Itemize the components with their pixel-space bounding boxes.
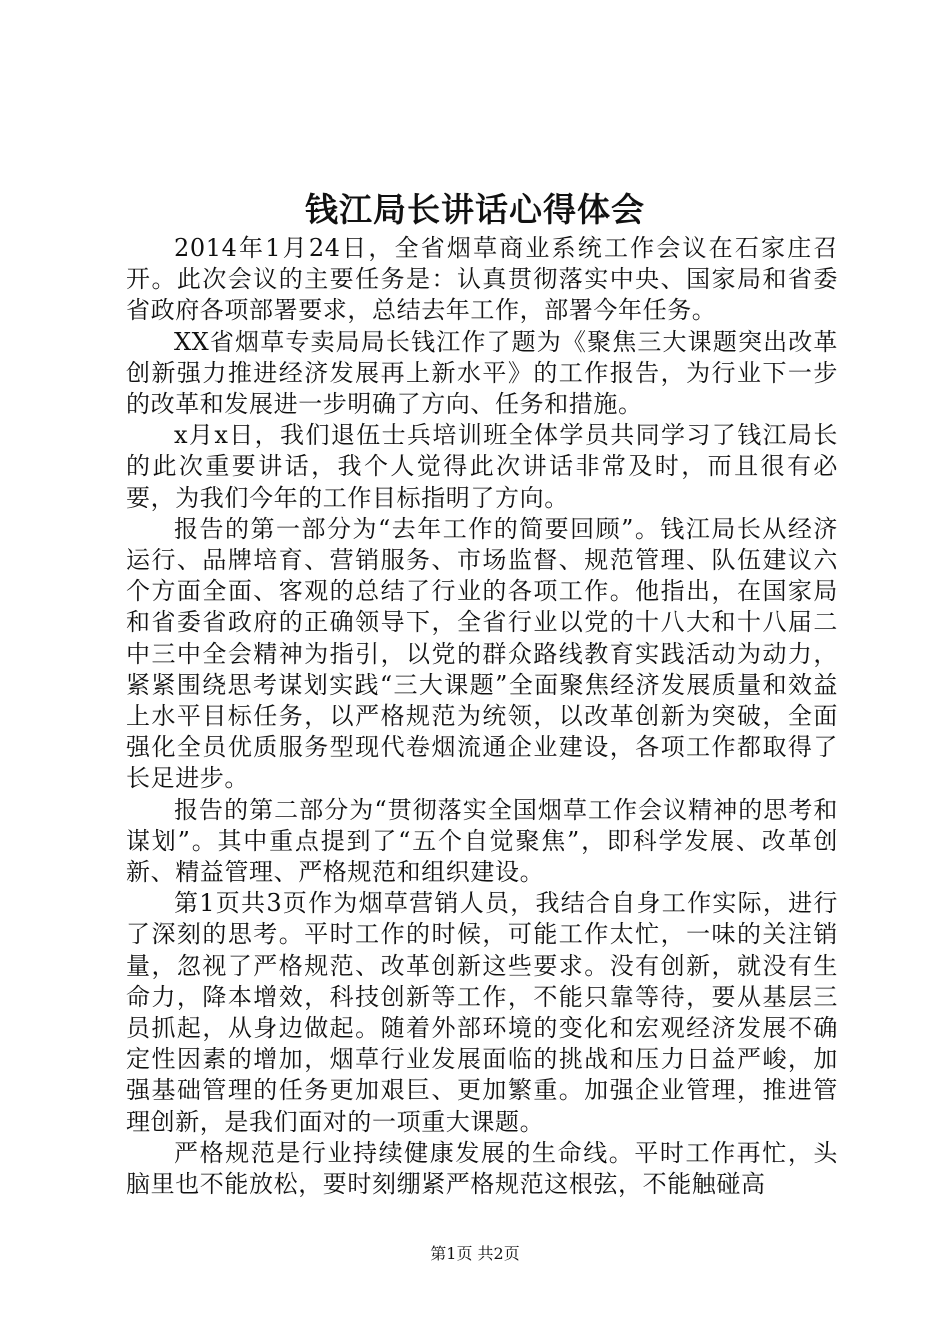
paragraph-reflection: 第1页共3页作为烟草营销人员，我结合自身工作实际，进行了深刻的思考。平时工作的时候，可能工作太忙，一味的关注销量，忽视了严格规范、改革创新这些要求。没有创新，就没有生命力，降本增效，科技创新等工作，不能只靠等待，要从基层三员抓起，从身边做起。随着外部环境的变化和宏观经济发展不确定性因素的增加，烟草行业发展面临的挑战和压力日益严峻，加强基础管理的任务更加艰巨、更加繁重。加强企业管理，推进管理创新，是我们面对的一项重大课题。: [126, 889, 838, 1136]
paragraph-report-title: XX省烟草专卖局局长钱江作了题为《聚焦三大课题突出改革创新强力推进经济发展再上新水平》的工作报告，为行业下一步的改革和发展进一步明确了方向、任务和措施。: [126, 327, 838, 419]
paragraph-part-one: 报告的第一部分为“去年工作的简要回顾”。钱江局长从经济运行、品牌培育、营销服务、市场监督、规范管理、队伍建议六个方面全面、客观的总结了行业的各项工作。他指出，在国家局和省委省政府的正确领导下，全省行业以党的十八大和十八届二中三中全会精神为指引，以党的群众路线教育实践活动为动力，紧紧围绕思考谋划实践“三大课题”全面聚焦经济发展质量和效益上水平目标任务，以严格规范为统领，以改革创新为突破，全面强化全员优质服务型现代卷烟流通企业建设，各项工作都取得了长足进步。: [126, 514, 838, 793]
document-body: [126, 233, 838, 1200]
paragraph-meeting-intro: 2014年1月24日，全省烟草商业系统工作会议在石家庄召开。此次会议的主要任务是：认真贯彻落实中央、国家局和省委省政府各项部署要求，总结去年工作，部署今年任务。: [126, 234, 838, 325]
page-indicator: 第1页 共2页: [430, 1244, 520, 1263]
paragraph-study-session: x月x日，我们退伍士兵培训班全体学员共同学习了钱江局长的此次重要讲话，我个人觉得此次讲话非常及时，而且很有必要，为我们今年的工作目标指明了方向。: [126, 421, 838, 512]
paragraph-strict-norms: 严格规范是行业持续健康发展的生命线。平时工作再忙，头脑里也不能放松，要时刻绷紧严格规范这根弦，不能触碰高: [126, 1138, 838, 1199]
document-title: 钱江局长讲话心得体会: [305, 190, 645, 229]
paragraph-part-two: 报告的第二部分为“贯彻落实全国烟草工作会议精神的思考和谋划”。其中重点提到了“五个自觉聚焦”，即科学发展、改革创新、精益管理、严格规范和组织建设。: [126, 795, 838, 887]
